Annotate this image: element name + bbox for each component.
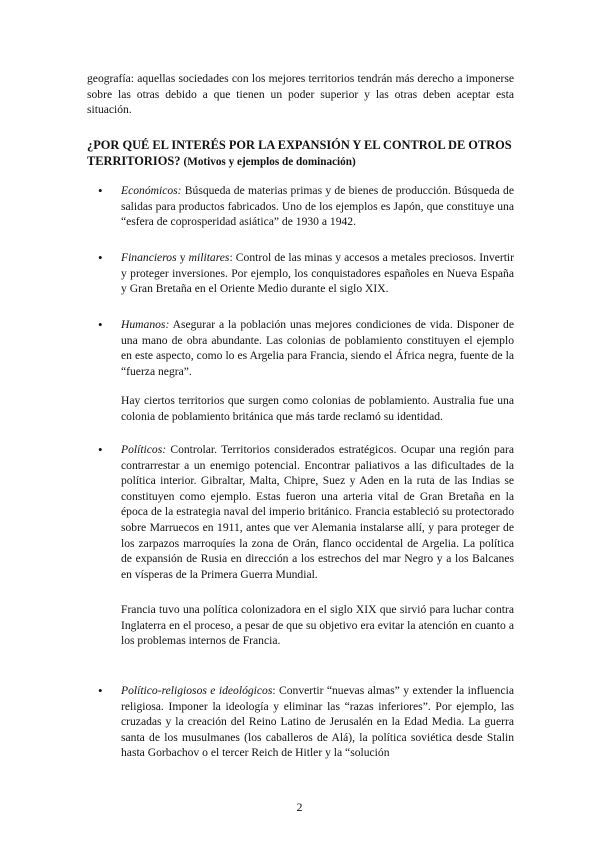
list-item-humanos bbox=[121, 317, 514, 379]
item-term: Político-religiosos e ideológicos bbox=[121, 684, 273, 697]
list-item-politicos-extra: Francia tuvo una política colonizadora en el siglo XIX que sirvió para luchar contra Inglaterra en el proceso, a pesar de que su objetivo era evitar la atención en cuanto a los problemas internos de Francia. bbox=[121, 603, 514, 648]
bullet-marker: • bbox=[98, 442, 103, 457]
bullet-marker: • bbox=[98, 317, 103, 332]
bullet-marker: • bbox=[98, 683, 103, 698]
heading-subtitle: (Motivos y ejemplos de dominación) bbox=[183, 156, 356, 168]
list-item-financieros bbox=[121, 250, 514, 297]
item-joiner: y bbox=[176, 251, 189, 264]
section-heading bbox=[87, 137, 514, 170]
item-text: Controlar. Territorios considerados estratégicos. Ocupar una región para contrarrestar a un enemigo potencial. Encontrar paliativos a las dificultades de la política interior. Gibraltar, Malta, Chipre, Suez y Aden en la ruta de las Indias se constituyen como ejemplo. Estas fueron una arteria vital de Gran Bretaña en la época de la estrategia naval del imperio británico. Francia estableció su protectorado sobre Marruecos en 1911, antes que ver Alemania instalarse allí, y para proteger de los zarpazos marroquíes la zona de Orán, flanco occidental de Argelia. La política de expansión de Rusia en dirección a los estrechos del mar Negro y a los Balcanes en vísperas de la Primera Guerra Mundial. bbox=[121, 443, 514, 581]
heading-title: ¿POR QUÉ EL INTERÉS POR LA EXPANSIÓN Y EL CONTROL DE OTROS TERRITORIOS? bbox=[87, 138, 512, 168]
item-text: Búsqueda de materias primas y de bienes de producción. Búsqueda de salidas para productos fabricados. Uno de los ejemplos es Japón, que constituye una “esfera de coprosperidad asiática” de 1930 a 1942. bbox=[121, 184, 514, 229]
item-term: Humanos: bbox=[121, 318, 170, 331]
intro-paragraph: geografía: aquellas sociedades con los mejores territorios tendrán más derecho a imponerse sobre las otras debido a que tienen un poder superior y las otras deben aceptar esta situación. bbox=[87, 72, 514, 117]
list-item-politicos bbox=[121, 442, 514, 582]
item-term: Financieros bbox=[121, 251, 177, 264]
item-text: : Control de las minas y accesos a metales preciosos. Invertir y proteger inversiones. Por ejemplo, los conquistadores españoles en Nueva España y Gran Bretaña en el Oriente Medio durante el siglo XIX. bbox=[121, 251, 515, 296]
list-item-economicos bbox=[121, 183, 514, 230]
item-term-2: militares bbox=[188, 251, 230, 264]
item-term: Políticos: bbox=[121, 443, 167, 456]
list-item-politico-religiosos bbox=[121, 683, 514, 761]
bullet-marker: • bbox=[98, 183, 103, 198]
bullet-marker: • bbox=[98, 250, 103, 265]
page-number: 2 bbox=[296, 800, 303, 814]
item-text: : Convertir “nuevas almas” y extender la influencia religiosa. Imponer la ideología y eliminar las “razas inferiores”. Por ejemplo, las cruzadas y la creación del Reino Latino de Jerusalén en la Edad Media. La guerra santa de los musulmanes (los caballeros de Alá), la política soviética desde Stalin hasta Gorbachov o el tercer Reich de Hitler y la “solución bbox=[121, 684, 514, 760]
item-term: Económicos: bbox=[121, 184, 182, 197]
item-text: Asegurar a la población unas mejores condiciones de vida. Disponer de una mano de obra abundante. Las colonias de poblamiento constituyen el ejemplo en este aspecto, como lo es Argelia para Francia, siendo el África negra, fuente de la “fuerza negra”. bbox=[121, 318, 514, 378]
list-item-humanos-extra: Hay ciertos territorios que surgen como colonias de poblamiento. Australia fue una colonia de poblamiento británica que más tarde reclamó su identidad. bbox=[121, 394, 514, 423]
